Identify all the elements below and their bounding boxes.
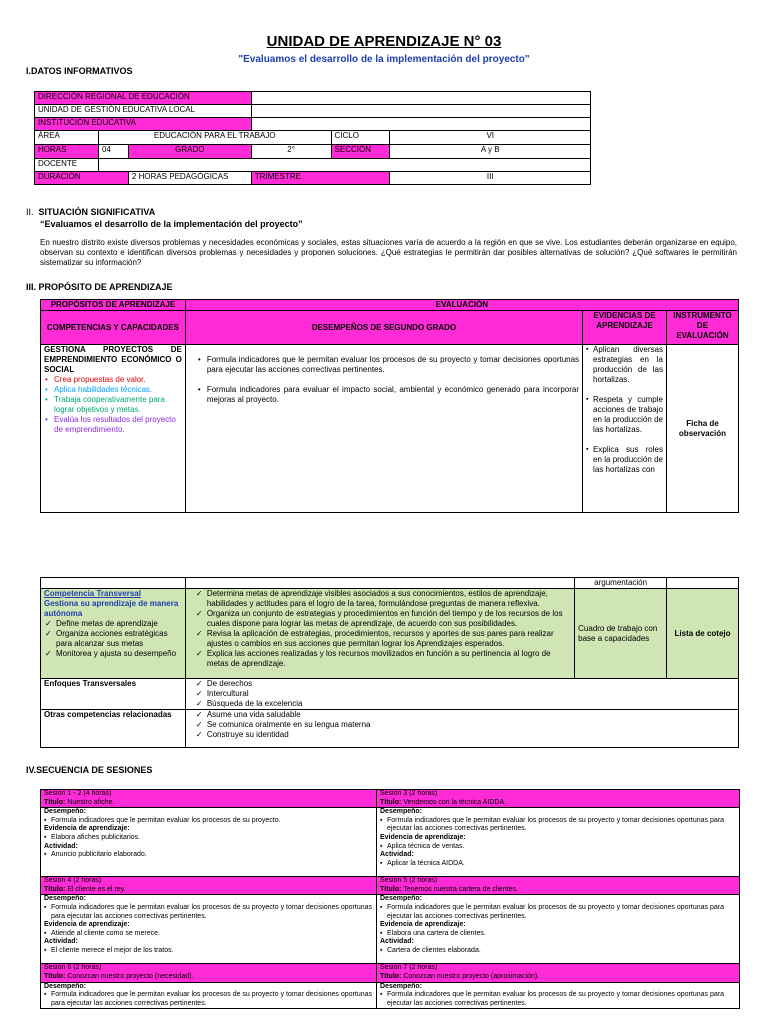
- area-value: EDUCACIÓN PARA EL TRABAJO: [98, 131, 331, 145]
- session-body: [41, 895, 377, 964]
- session-header: [41, 877, 377, 895]
- actividad-label: Actividad:: [44, 842, 78, 850]
- ie-label: INSTITUCIÓN EDUCATIVA: [35, 118, 252, 131]
- session-label: Sesión 4: [44, 877, 72, 885]
- desempeno-text: ▪ Formula indicadores que le permitan evaluar los procesos de su proyecto.: [44, 817, 373, 826]
- session-hours: (4 horas): [83, 790, 112, 797]
- section-datos-heading: I.DATOS INFORMATIVOS: [26, 66, 133, 76]
- page-subtitle: "Evaluamos el desarrollo de la implementación del proyecto": [238, 54, 530, 65]
- situacion-text: En nuestro distrito existe diversos problemas y necesidades económicas y sociales, estas situaciones varía de acuerdo a la región en que se vive. Los estudiantes deberán organizarse en equipo, observan su contexto e identifican diversos problemas y necesidades y proponen soluciones. ¿Qué estrategias le permitirán dar posibles alternativas de solución? ¿Qué softwares le permitirán sistematizar su información?: [40, 238, 737, 267]
- ugel-label: UNIDAD DE GESTIÓN EDUCATIVA LOCAL: [35, 105, 252, 118]
- otra-competencia-item: ✓ Asume una vida saludable: [195, 710, 735, 720]
- evaluacion-header: EVALUACIÓN: [185, 300, 738, 311]
- session-body: [41, 982, 377, 1009]
- session-hours: (2 horas): [409, 964, 438, 972]
- actividad-text: ▪ Anuncio publicitario elaborado.: [44, 851, 373, 860]
- desempeno-label: Desempeño:: [380, 982, 423, 990]
- actividad-label: Actividad:: [380, 851, 414, 859]
- capacidad-item: • Evalúa los resultados del proyecto de emprendimiento.: [44, 415, 182, 435]
- title-label: Título:: [380, 798, 402, 806]
- session-label: Sesión 6: [44, 964, 72, 972]
- docente-label: DOCENTE: [35, 159, 99, 172]
- enfoque-item: ✓ Intercultural: [195, 689, 735, 699]
- grado-label: GRADO: [128, 145, 251, 159]
- evidencia-text: ▪ Elabora afiches publicitarios.: [44, 834, 373, 843]
- desempeno-text: ▪ Formula indicadores que le permitan evaluar los procesos de su proyecto y tomar decisiones oportunas para ejecutar las acciones correctivas pertinentes.: [380, 991, 736, 1008]
- desempeno-label: Desempeño:: [44, 808, 87, 816]
- section-proposito-heading: III. PROPÓSITO DE APRENDIZAJE: [26, 282, 173, 292]
- evidencias-cell: [583, 345, 667, 513]
- evidencia-text: ▪ Elabora una cartera de clientes.: [380, 930, 736, 939]
- session-header: [377, 790, 740, 808]
- capacidad-item: • Aplica habilidades técnicas.: [44, 385, 182, 395]
- transversal-cap-item: ✓ Organiza acciones estratégicas para alcanzar sus metas: [44, 629, 182, 649]
- session-title: Vendemos con la técnica AIDDA.: [403, 798, 507, 806]
- desempeno-label: Desempeño:: [44, 895, 87, 903]
- area-label: ÁREA: [35, 131, 99, 145]
- transversal-name: Gestiona su aprendizaje de manera autónoma: [44, 599, 179, 618]
- proposito-table: [40, 299, 739, 513]
- desempeno-label: Desempeño:: [380, 895, 423, 903]
- seccion-value: A y B: [390, 145, 591, 159]
- propositos-header: PROPÓSITOS DE APRENDIZAJE: [41, 300, 186, 311]
- title-label: Título:: [380, 885, 402, 893]
- competencias-header: COMPETENCIAS Y CAPACIDADES: [41, 311, 186, 345]
- session-body: [377, 895, 740, 964]
- duracion-label: DURACIÓN: [35, 172, 129, 185]
- evidencia-text: ▪ Atiende al cliente como se merece.: [44, 930, 373, 939]
- transversal-desempenos: [185, 589, 574, 679]
- desempeno-item: • Formula indicadores que le permitan evaluar los procesos de su proyecto y tomar decisiones oportunas para ejecutar las acciones correctivas pertinentes.: [197, 355, 579, 375]
- capacidad-item: • Trabaja cooperativamente para lograr objetivos y metas.: [44, 395, 182, 415]
- title-label: Título:: [380, 972, 402, 980]
- section-situacion-heading: SITUACIÓN SIGNIFICATIVA: [38, 207, 156, 217]
- actividad-text: ▪ Cartera de clientes elaborada.: [380, 947, 736, 956]
- grado-value: 2°: [251, 145, 331, 159]
- instrumento-header: INSTRUMENTO DE EVALUACIÓN: [666, 311, 738, 345]
- transversal-des-item: ✓ Organiza un conjunto de estrategias y procedimientos en función del tiempo y de los recursos de los cuales dispone para lograr las metas de aprendizaje, de acuerdo con sus posibilidades.: [195, 609, 571, 629]
- trimestre-label: TRIMESTRE: [251, 172, 390, 185]
- transversal-des-item: ✓ Explica las acciones realizadas y los recursos movilizados en función a su pertinencia al logro de metas de aprendizaje.: [195, 649, 571, 669]
- competencia-name: GESTIONA PROYECTOS DE EMPRENDIMIENTO ECONÓMICO O SOCIAL: [44, 345, 182, 374]
- session-title: Conozcan nuestro proyecto (aproximación).: [403, 972, 540, 980]
- actividad-label: Actividad:: [44, 938, 78, 946]
- transversal-cap-item: ✓ Monitorea y ajusta su desempeño: [44, 649, 182, 659]
- page-title: UNIDAD DE APRENDIZAJE N° 03: [266, 33, 502, 50]
- desempeno-label: Desempeño:: [44, 982, 87, 990]
- transversal-cell: [41, 589, 186, 679]
- actividad-text: ▪ Aplicar la técnica AIDDA.: [380, 860, 736, 869]
- session-label: Sesión 1 - 2: [44, 790, 82, 797]
- ciclo-label: CICLO: [331, 131, 390, 145]
- enfoques-cell: [185, 679, 738, 710]
- ie-value: [251, 118, 590, 131]
- enfoques-label: Enfoques Transversales: [41, 679, 186, 710]
- trimestre-value: III: [390, 172, 591, 185]
- session-body: [377, 808, 740, 877]
- situacion-quote: “Evaluamos el desarrollo de la implementación del proyecto”: [40, 219, 303, 229]
- desempenos-cell: [185, 345, 582, 513]
- evidencias-header: EVIDENCIAS DE APRENDIZAJE: [583, 311, 667, 345]
- session-label: Sesión 3: [380, 790, 408, 797]
- session-hours: (2 horas): [73, 964, 102, 972]
- desempeno-label: Desempeño:: [380, 808, 423, 816]
- otra-competencia-item: ✓ Se comunica oralmente en su lengua materna: [195, 720, 735, 730]
- session-title: El cliente es el rey.: [67, 885, 126, 893]
- seccion-label: SECCIÓN: [331, 145, 390, 159]
- session-body: [41, 808, 377, 877]
- session-header: [41, 964, 377, 982]
- dre-label: DIRECCIÓN REGIONAL DE EDUCACIÓN: [35, 92, 252, 105]
- dre-value: [251, 92, 590, 105]
- session-header: [377, 877, 740, 895]
- evidencia-item: ▪ Respeta y cumple acciones de trabajo en la producción de las hortalizas.: [586, 395, 663, 435]
- horas-label: HORAS: [35, 145, 99, 159]
- desempenos-header: DESEMPEÑOS DE SEGUNDO GRADO: [185, 311, 582, 345]
- transversal-des-item: ✓ Revisa la aplicación de estrategias, procedimientos, recursos y aportes de sus pares para realizar ajustes o cambios en sus acciones que permitan lograr los Aprendizajes esperados.: [195, 629, 571, 649]
- evidencia-label: Evidencia de aprendizaje:: [380, 921, 466, 929]
- actividad-label: Actividad:: [380, 938, 414, 946]
- transversal-table: [40, 577, 739, 748]
- ciclo-value: VI: [390, 131, 591, 145]
- evidencia-text: ▪ Aplica técnica de ventas.: [380, 843, 736, 852]
- capacidad-item: • Crea propuestas de valor.: [44, 375, 182, 385]
- section-sesiones-heading: IV.SECUENCIA DE SESIONES: [26, 765, 153, 775]
- session-header: [377, 964, 740, 982]
- session-title: Tenemos nuestra cartera de clientes.: [403, 885, 519, 893]
- session-label: Sesión 7: [380, 964, 408, 972]
- evidencia-item: ▪ Aplican diversas estrategias en la producción de las hortalizas.: [586, 345, 663, 385]
- evidencia-label: Evidencia de aprendizaje:: [44, 825, 130, 833]
- transversal-title: Competencia Transversal: [44, 589, 141, 598]
- transversal-cap-item: ✓ Define metas de aprendizaje: [44, 619, 182, 629]
- session-hours: (2 horas): [409, 877, 438, 885]
- session-header: [41, 790, 377, 808]
- enfoque-item: ✓ De derechos: [195, 679, 735, 689]
- session-body: [377, 982, 740, 1009]
- competencia-cell: [41, 345, 186, 513]
- title-label: Título:: [44, 972, 66, 980]
- otras-cell: [185, 710, 738, 748]
- duracion-value: 2 HORAS PEDAGÓGICAS: [128, 172, 251, 185]
- otra-competencia-item: ✓ Construye su identidad: [195, 730, 735, 740]
- title-label: Título:: [44, 798, 66, 806]
- title-label: Título:: [44, 885, 66, 893]
- session-title: Conozcan nuestro proyecto (necesidad).: [67, 972, 194, 980]
- evidencia-label: Evidencia de aprendizaje:: [44, 921, 130, 929]
- actividad-text: ▪ El cliente merece el mejor de los tratos.: [44, 947, 373, 956]
- session-hours: (2 horas): [409, 790, 438, 797]
- session-title: Nuestro afiche.: [67, 798, 115, 806]
- session-label: Sesión 5: [380, 877, 408, 885]
- evidencia-item: ▪ Explica sus roles en la producción de las hortalizas con: [586, 445, 663, 475]
- otras-label: Otras competencias relacionadas: [41, 710, 186, 748]
- instrumento-cell: Ficha de observación: [666, 345, 738, 513]
- ugel-value: [251, 105, 590, 118]
- transversal-instrumento: Lista de cotejo: [667, 589, 739, 679]
- sesiones-table: [40, 789, 740, 1009]
- desempeno-text: ▪ Formula indicadores que le permitan evaluar los procesos de su proyecto y tomar decisiones oportunas para ejecutar las acciones correctivas pertinentes.: [380, 904, 736, 921]
- desempeno-text: ▪ Formula indicadores que le permitan evaluar los procesos de su proyecto y tomar decisiones oportunas para ejecutar las acciones correctivas pertinentes.: [44, 904, 373, 921]
- docente-value: [98, 159, 590, 172]
- evidencia-label: Evidencia de aprendizaje:: [380, 833, 466, 841]
- datos-table: [34, 91, 591, 185]
- desempeno-text: ▪ Formula indicadores que le permitan evaluar los procesos de su proyecto y tomar decisiones oportunas para ejecutar las acciones correctivas pertinentes.: [380, 817, 736, 834]
- transversal-evidencia: Cuadro de trabajo con base a capacidades: [575, 589, 667, 679]
- evidencia-continuation: argumentación: [575, 578, 667, 589]
- horas-value: 04: [98, 145, 128, 159]
- enfoque-item: ✓ Búsqueda de la excelencia: [195, 699, 735, 709]
- session-hours: (2 horas): [73, 877, 102, 885]
- section-situacion-number: II.: [26, 207, 34, 217]
- desempeno-item: • Formula indicadores para evaluar el impacto social, ambiental y económico generado para incorporar mejoras al proyecto.: [197, 385, 579, 405]
- desempeno-text: ▪ Formula indicadores que le permitan evaluar los procesos de su proyecto y tomar decisiones oportunas para ejecutar las acciones correctivas pertinentes.: [44, 991, 373, 1008]
- transversal-des-item: ✓ Determina metas de aprendizaje visibles asociados a sus conocimientos, estilos de aprendizaje, habilidades y actitudes para el logro de la tarea, formulándose preguntas de manera reflexiva.: [195, 589, 571, 609]
